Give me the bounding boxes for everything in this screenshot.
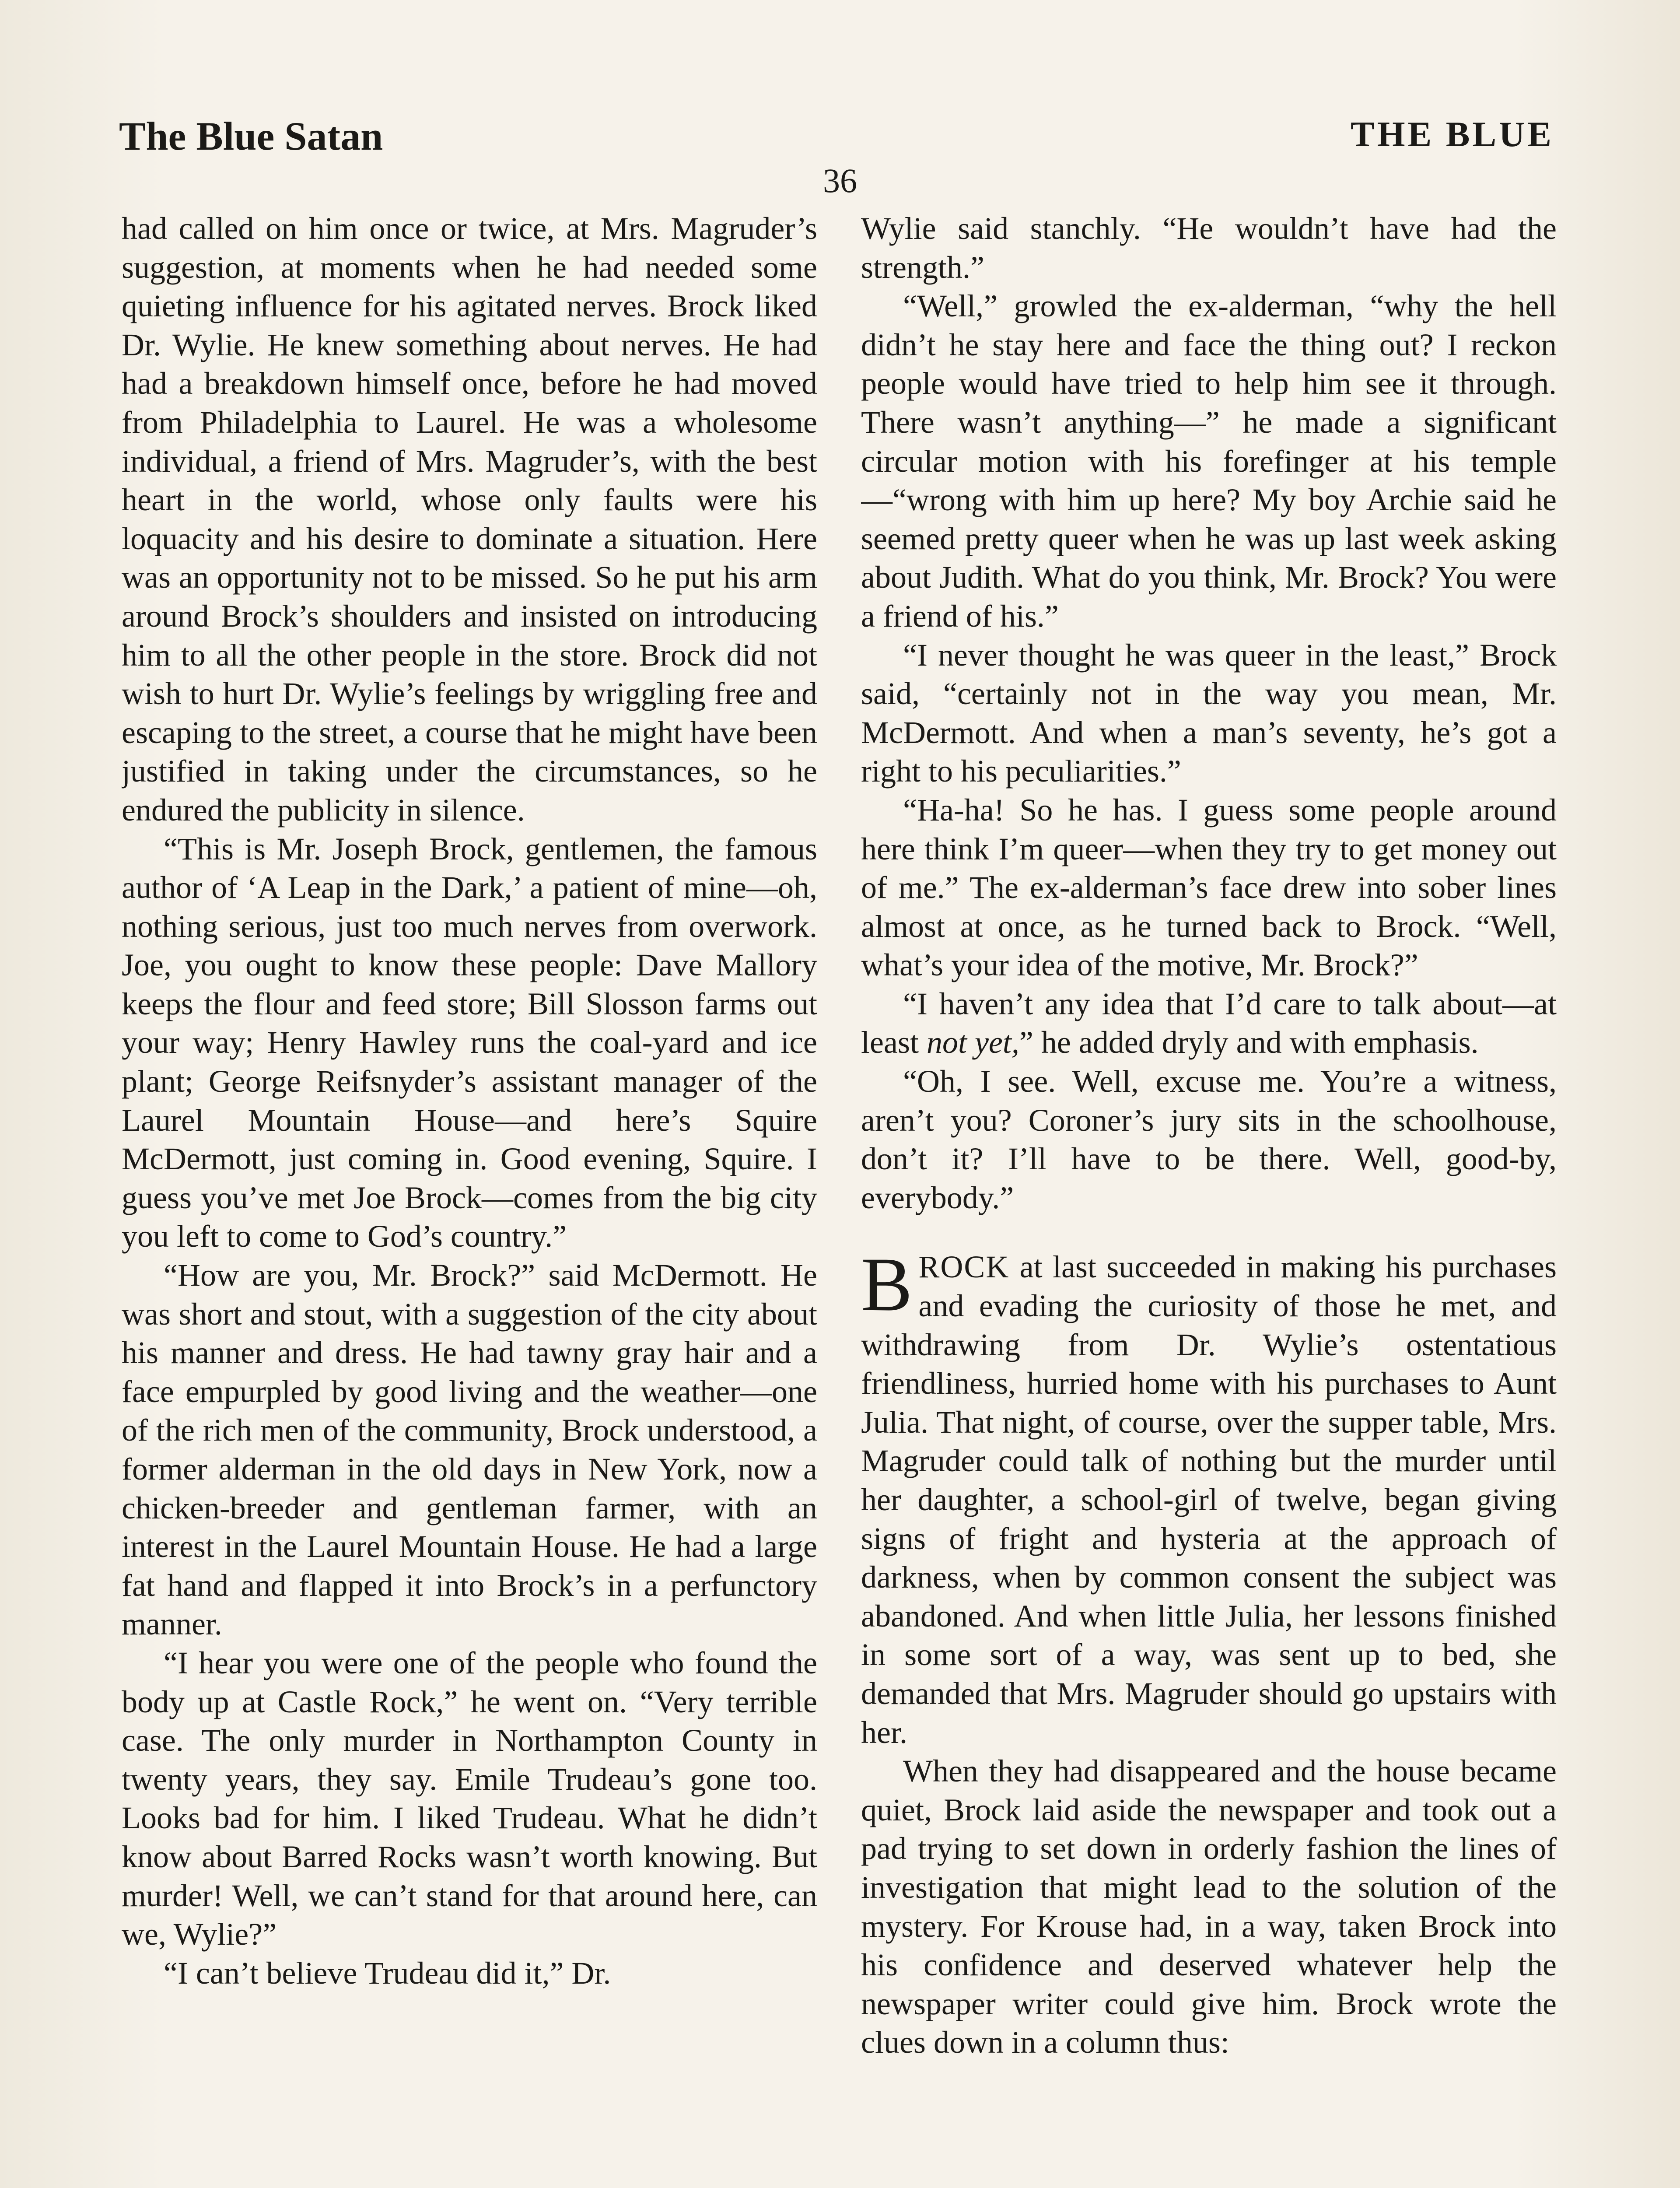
dryly-text-before: “I haven’t any idea that I’d care to talk about—at least — [861, 986, 1557, 1060]
paragraph: “This is Mr. Joseph Brock, gentlemen, the famous author of ‘A Leap in the Dark,’ a patient of mine—oh, nothing serious, just too much nerves from overwork. Joe, you ought to know these people: Dave Mallory keeps the flour and feed store; Bill Slosson farms out your way; Henry Hawley runs the coal-yard and ice plant; George Reifsnyder’s assistant manager of the Laurel Mountain House—and here’s Squire McDermott, just coming in. Good evening, Squire. I guess you’ve met Joe Brock—comes from the big city you left to come to God’s country.” — [122, 831, 817, 1254]
paragraph: had called on him once or twice, at Mrs. Magruder’s suggestion, at moments when he had needed some quieting influence for his agitated nerves. Brock liked Dr. Wylie. He knew something about nerves. He had had a breakdown himself once, before he had moved from Philadelphia to Laurel. He was a wholesome individual, a friend of Mrs. Magruder’s, with the best heart in the world, whose only faults were his loquacity and his desire to dominate a situation. Here was an opportunity not to be missed. So he put his arm around Brock’s shoulders and insisted on introducing him to all the other people in the store. Brock did not wish to hurt Dr. Wylie’s feelings by wriggling free and escaping to the street, a course that he might have been justified in taking under the circumstances, so he endured the publicity in silence. — [122, 211, 817, 828]
paragraph: “I never thought he was queer in the least,” Brock said, “certainly not in the way you mean, Mr. McDermott. And when a man’s seventy, he’s got a right to his peculiarities.” — [861, 637, 1557, 789]
dryly-text-after: ” he added dryly and with emphasis. — [1019, 1025, 1479, 1060]
paragraph: “Ha-ha! So he has. I guess some people around here think I’m queer—when they try to get money out of me.” The ex-alderman’s face drew into sober lines almost at once, as he turned back to Brock. “Well, what’s your idea of the motive, Mr. Brock?” — [861, 792, 1557, 983]
paragraph-dryly — [861, 985, 1557, 1062]
italic-not-yet: not yet, — [926, 1025, 1019, 1060]
paragraph: “How are you, Mr. Brock?” said McDermott. He was short and stout, with a suggestion of the city about his manner and dress. He had tawny gray hair and a face empurpled by good living and the weather—one of the rich men of the community, Brock understood, a former alderman in the old days in New York, now a chicken-breeder and gentleman farmer, with an interest in the Laurel Mountain House. He had a large fat hand and flapped it into Brock’s in a perfunctory manner. — [122, 1258, 817, 1642]
section-text: at last succeeded in making his purchases and evading the curiosity of those he met, and withdrawing from Dr. Wylie’s ostentatious friendliness, hurried home with his purchases to Aunt Julia. That night, of course, over the supper table, Mrs. Magruder could talk of nothing but the murder until her daughter, a school-girl of twelve, began giving signs of fright and hysteria at the approach of darkness, when by common consent the subject was abandoned. And when little Julia, her lessons finished in some sort of a way, was sent up to bed, she demanded that Mrs. Magruder should go upstairs with her. — [861, 1249, 1557, 1750]
paragraph: “I can’t believe Trudeau did it,” Dr. — [164, 1955, 611, 1991]
paragraph: “Well,” growled the ex-alderman, “why the hell didn’t he stay here and face the thing out? I reckon people would have tried to help him see it through. There wasn’t anything—” he made a significant circular motion with his forefinger at his temple—“wrong with him up here? My boy Archie said he seemed pretty queer when he was up last week asking about Judith. What do you think, Mr. Brock? You were a friend of his.” — [861, 288, 1557, 634]
right-column — [861, 209, 1557, 2188]
running-header-right: THE BLUE — [1351, 114, 1554, 154]
drop-cap: B — [861, 1242, 913, 1328]
running-header-title: The Blue Satan — [119, 114, 383, 158]
paragraph: When they had disappeared and the house became quiet, Brock laid aside the newspaper and took out a pad trying to set down in orderly fashion the lines of investigation that might lead to the solution of the mystery. For Krouse had, in a way, taken Brock into his confidence and deserved whatever help the newspaper writer could give him. Brock wrote the clues down in a column thus: — [861, 1753, 1557, 2060]
section-opening-paragraph — [861, 1242, 1557, 1752]
paragraph: “Oh, I see. Well, excuse me. You’re a witness, aren’t you? Coroner’s jury sits in the schoolhouse, don’t it? I’ll have to be there. Well, good-by, everybody.” — [861, 1064, 1557, 1215]
paragraph: “I hear you were one of the people who found the body up at Castle Rock,” he went on. “Very terrible case. The only murder in Northampton County in twenty years, they say. Emile Trudeau’s gone too. Looks bad for him. I liked Trudeau. What he didn’t know about Barred Rocks wasn’t worth knowing. But murder! Well, we can’t stand for that around here, can we, Wylie?” — [122, 1645, 817, 1952]
left-column — [122, 209, 817, 2188]
small-caps-lead: ROCK — [918, 1249, 1010, 1285]
paragraph: Wylie said stanchly. “He wouldn’t have had the strength.” — [861, 211, 1557, 285]
page-number: 36 — [823, 161, 857, 200]
